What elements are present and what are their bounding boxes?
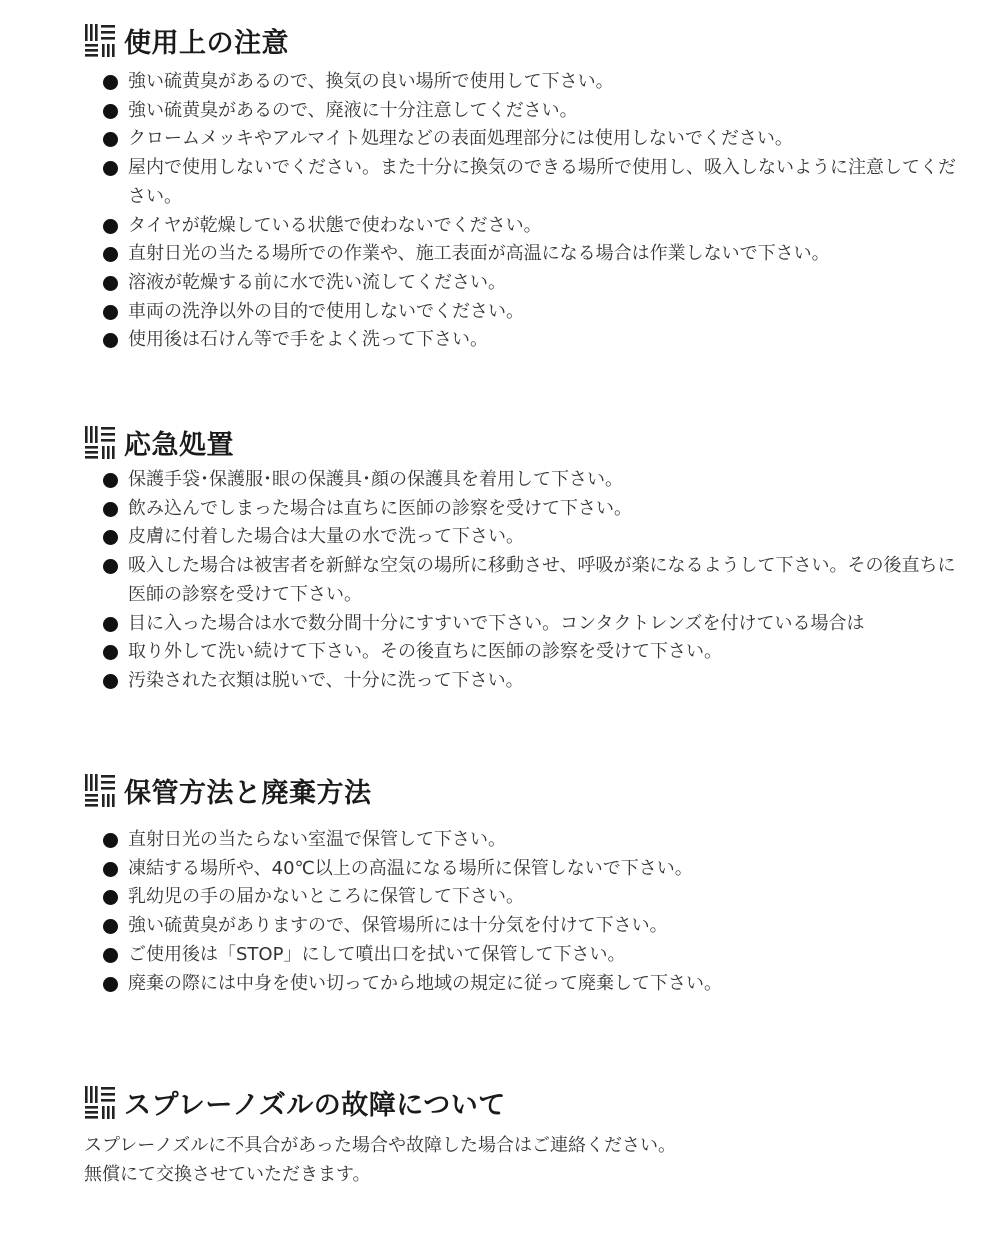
list-item: 強い硫黄臭がありますので、保管場所には十分気を付けて下さい。: [84, 912, 964, 941]
bullet-icon: [103, 833, 118, 848]
barcode-lines-icon: [84, 1085, 116, 1119]
first-aid-section: [84, 422, 964, 696]
barcode-lines-icon: [84, 425, 116, 459]
bullet-icon: [103, 645, 118, 660]
list-item: 目に入った場合は水で数分間十分にすすいで下さい。コンタクトレンズを付けている場合は: [84, 610, 964, 639]
bullet-icon: [103, 530, 118, 545]
bullet-icon: [103, 75, 118, 90]
list-item: 汚染された衣類は脱いで、十分に洗って下さい。: [84, 667, 964, 696]
caution-title: 使用上の注意: [124, 27, 289, 59]
storage-heading: [84, 770, 964, 810]
storage-title: 保管方法と廃棄方法: [124, 777, 372, 809]
list-item: 強い硫黄臭があるので、換気の良い場所で使用して下さい。: [84, 68, 964, 97]
bullet-icon: [103, 502, 118, 517]
caution-section: [84, 20, 964, 355]
list-item: 飲み込んでしまった場合は直ちに医師の診察を受けて下さい。: [84, 495, 964, 524]
nozzle-section: [84, 1082, 964, 1189]
bullet-icon: [103, 559, 118, 574]
caution-heading: [84, 20, 964, 60]
bullet-icon: [103, 333, 118, 348]
storage-section: [84, 770, 964, 998]
list-item: 溶液が乾燥する前に水で洗い流してください。: [84, 269, 964, 298]
bullet-icon: [103, 219, 118, 234]
bullet-icon: [103, 948, 118, 963]
list-item: 保護手袋･保護服･眼の保護具･顔の保護具を着用して下さい。: [84, 466, 964, 495]
bullet-icon: [103, 473, 118, 488]
bullet-icon: [103, 247, 118, 262]
bullet-icon: [103, 276, 118, 291]
first-aid-list: [84, 466, 964, 696]
storage-list: [84, 826, 964, 998]
list-item: クロームメッキやアルマイト処理などの表面処理部分には使用しないでください。: [84, 125, 964, 154]
bullet-icon: [103, 305, 118, 320]
list-item: 直射日光の当たる場所での作業や、施工表面が高温になる場合は作業しないで下さい。: [84, 240, 964, 269]
bullet-icon: [103, 104, 118, 119]
list-item: 皮膚に付着した場合は大量の水で洗って下さい。: [84, 523, 964, 552]
bullet-icon: [103, 977, 118, 992]
list-item: 吸入した場合は被害者を新鮮な空気の場所に移動させ、呼吸が楽になるようして下さい。その後直ちに医師の診察を受けて下さい。: [84, 552, 964, 609]
bullet-icon: [103, 161, 118, 176]
bullet-icon: [103, 132, 118, 147]
nozzle-line: 無償にて交換させていただきます。: [84, 1163, 371, 1185]
list-item: 屋内で使用しないでください。また十分に換気のできる場所で使用し、吸入しないように注意してください。: [84, 154, 964, 211]
caution-list: [84, 68, 964, 355]
nozzle-title: スプレーノズルの故障について: [124, 1089, 506, 1121]
barcode-lines-icon: [84, 23, 116, 57]
nozzle-line: スプレーノズルに不具合があった場合や故障した場合はご連絡ください。: [84, 1135, 677, 1156]
list-item: 凍結する場所や、40℃以上の高温になる場所に保管しないで下さい。: [84, 855, 964, 884]
list-item: 強い硫黄臭があるので、廃液に十分注意してください。: [84, 97, 964, 126]
list-item: 使用後は石けん等で手をよく洗って下さい。: [84, 326, 964, 355]
list-item: 乳幼児の手の届かないところに保管して下さい。: [84, 883, 964, 912]
bullet-icon: [103, 617, 118, 632]
list-item: 取り外して洗い続けて下さい。その後直ちに医師の診察を受けて下さい。: [84, 638, 964, 667]
list-item: 車両の洗浄以外の目的で使用しないでください。: [84, 298, 964, 327]
bullet-icon: [103, 919, 118, 934]
list-item: ご使用後は「STOP」にして噴出口を拭いて保管して下さい。: [84, 941, 964, 970]
nozzle-paragraph: [84, 1132, 964, 1189]
bullet-icon: [103, 890, 118, 905]
list-item: 直射日光の当たらない室温で保管して下さい。: [84, 826, 964, 855]
nozzle-heading: [84, 1082, 964, 1122]
first-aid-heading: [84, 422, 964, 462]
first-aid-title: 応急処置: [124, 429, 234, 461]
bullet-icon: [103, 674, 118, 689]
list-item: 廃棄の際には中身を使い切ってから地域の規定に従って廃棄して下さい。: [84, 970, 964, 999]
bullet-icon: [103, 862, 118, 877]
barcode-lines-icon: [84, 773, 116, 807]
list-item: タイヤが乾燥している状態で使わないでください。: [84, 212, 964, 241]
